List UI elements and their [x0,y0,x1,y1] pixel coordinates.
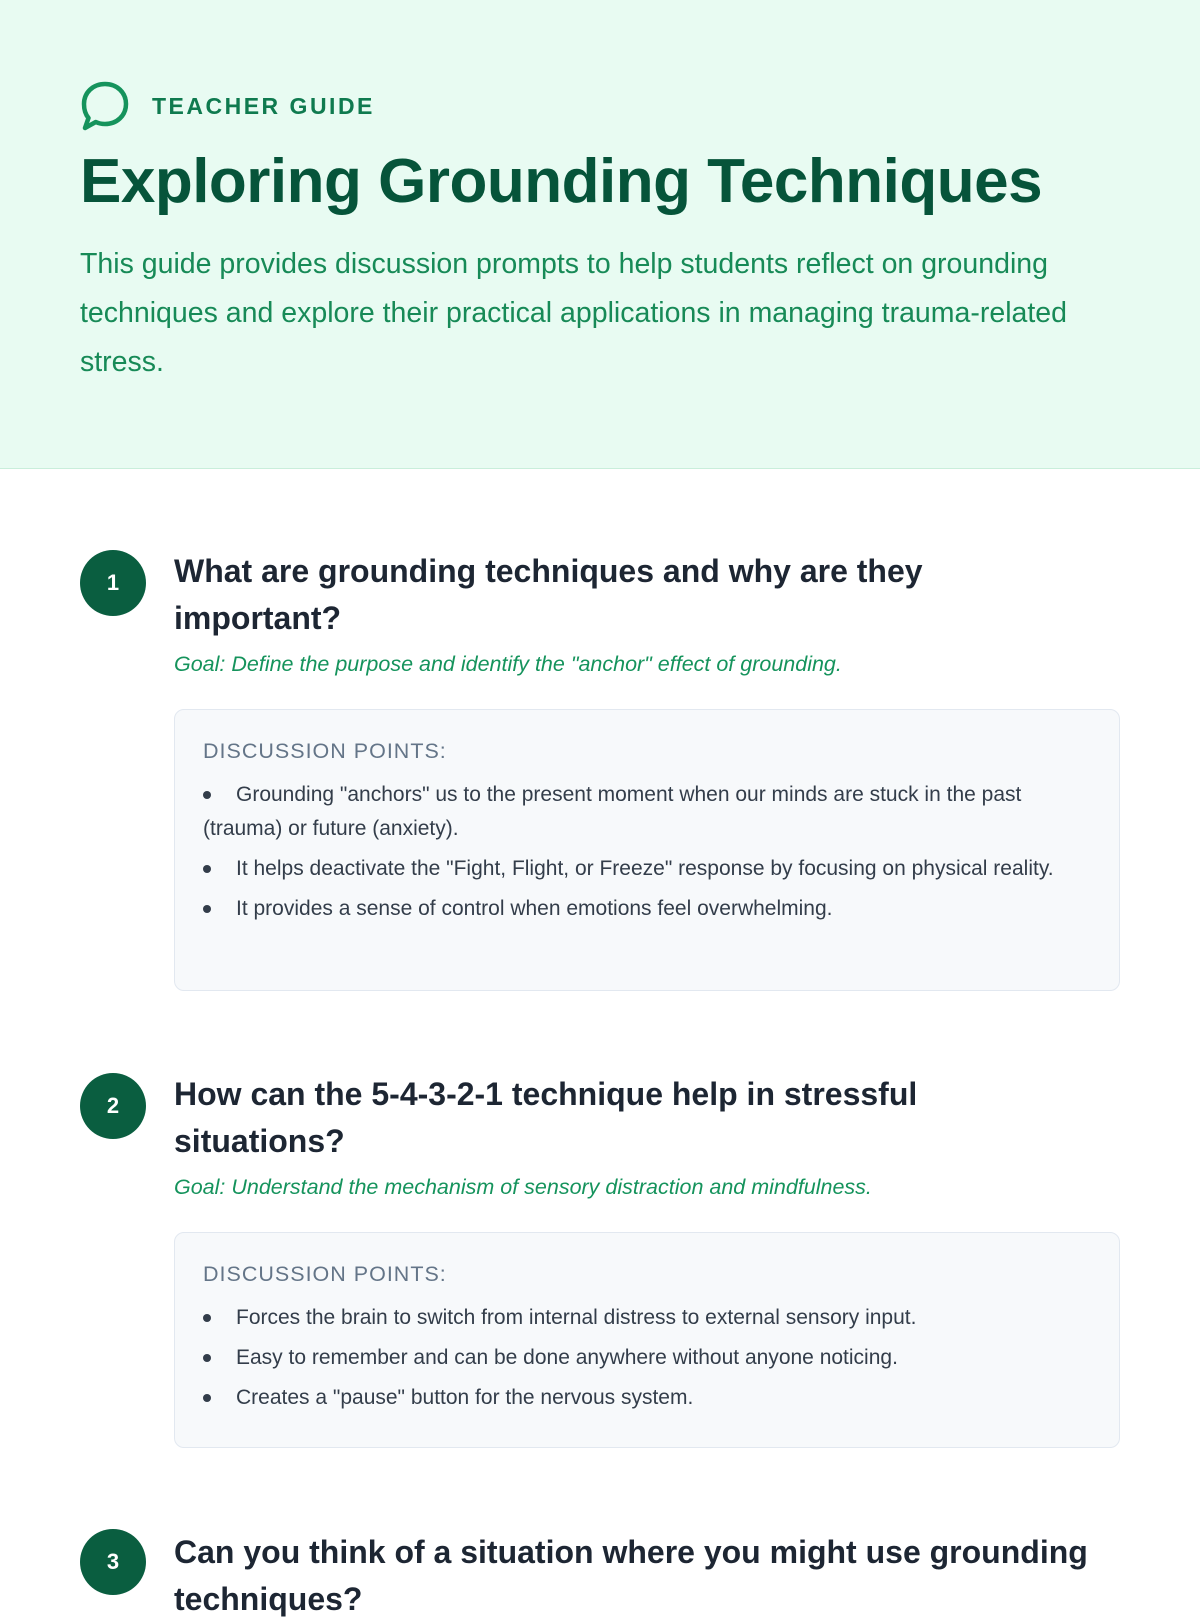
point-text: Forces the brain to switch from internal distress to external sensory input. [236,1306,917,1329]
guide-header [0,0,1200,469]
point-text: Grounding "anchors" us to the present moment when our minds are stuck in the past (trauma) or future (anxiety). [203,783,1022,840]
bullet-icon [203,865,211,873]
speech-bubble-icon [80,80,130,132]
bullet-icon [203,791,211,799]
question-number-badge: 1 [80,550,146,616]
bullet-icon [203,1354,211,1362]
page-title: Exploring Grounding Techniques [80,147,1043,216]
point-text: It provides a sense of control when emotions feel overwhelming. [236,897,833,920]
list-item [203,1381,1091,1415]
discussion-points-box [174,709,1120,991]
point-text: Creates a "pause" button for the nervous system. [236,1386,694,1409]
discussion-points-box [174,1232,1120,1448]
point-text: Easy to remember and can be done anywhere without anyone noticing. [236,1346,898,1369]
list-item [203,892,1091,926]
discussion-points-label: DISCUSSION POINTS: [203,739,447,763]
eyebrow [80,80,375,132]
point-text: It helps deactivate the "Fight, Flight, or Freeze" response by focusing on physical reality. [236,857,1054,880]
discussion-points-list [203,778,1091,926]
list-item [203,778,1091,846]
intro-paragraph: This guide provides discussion prompts to help students reflect on grounding techniques and explore their practical applications in managing trauma-related stress. [80,248,1067,378]
list-item [203,1301,1091,1335]
list-item [203,1341,1091,1375]
discussion-points-list [203,1301,1091,1415]
question-number-badge: 2 [80,1073,146,1139]
question-goal: Goal: Understand the mechanism of sensory distraction and mindfulness. [174,1175,872,1199]
question-goal: Goal: Define the purpose and identify the "anchor" effect of grounding. [174,652,842,676]
question-title: Can you think of a situation where you might use grounding techniques? [174,1534,1088,1617]
question-number-badge: 3 [80,1529,146,1595]
list-item [203,852,1091,886]
discussion-points-label: DISCUSSION POINTS: [203,1262,447,1286]
bullet-icon [203,1394,211,1402]
bullet-icon [203,1314,211,1322]
question-title: How can the 5-4-3-2-1 technique help in stressful situations? [174,1076,918,1159]
question-title: What are grounding techniques and why are they important? [174,553,923,636]
eyebrow-label: TEACHER GUIDE [152,92,375,119]
bullet-icon [203,905,211,913]
